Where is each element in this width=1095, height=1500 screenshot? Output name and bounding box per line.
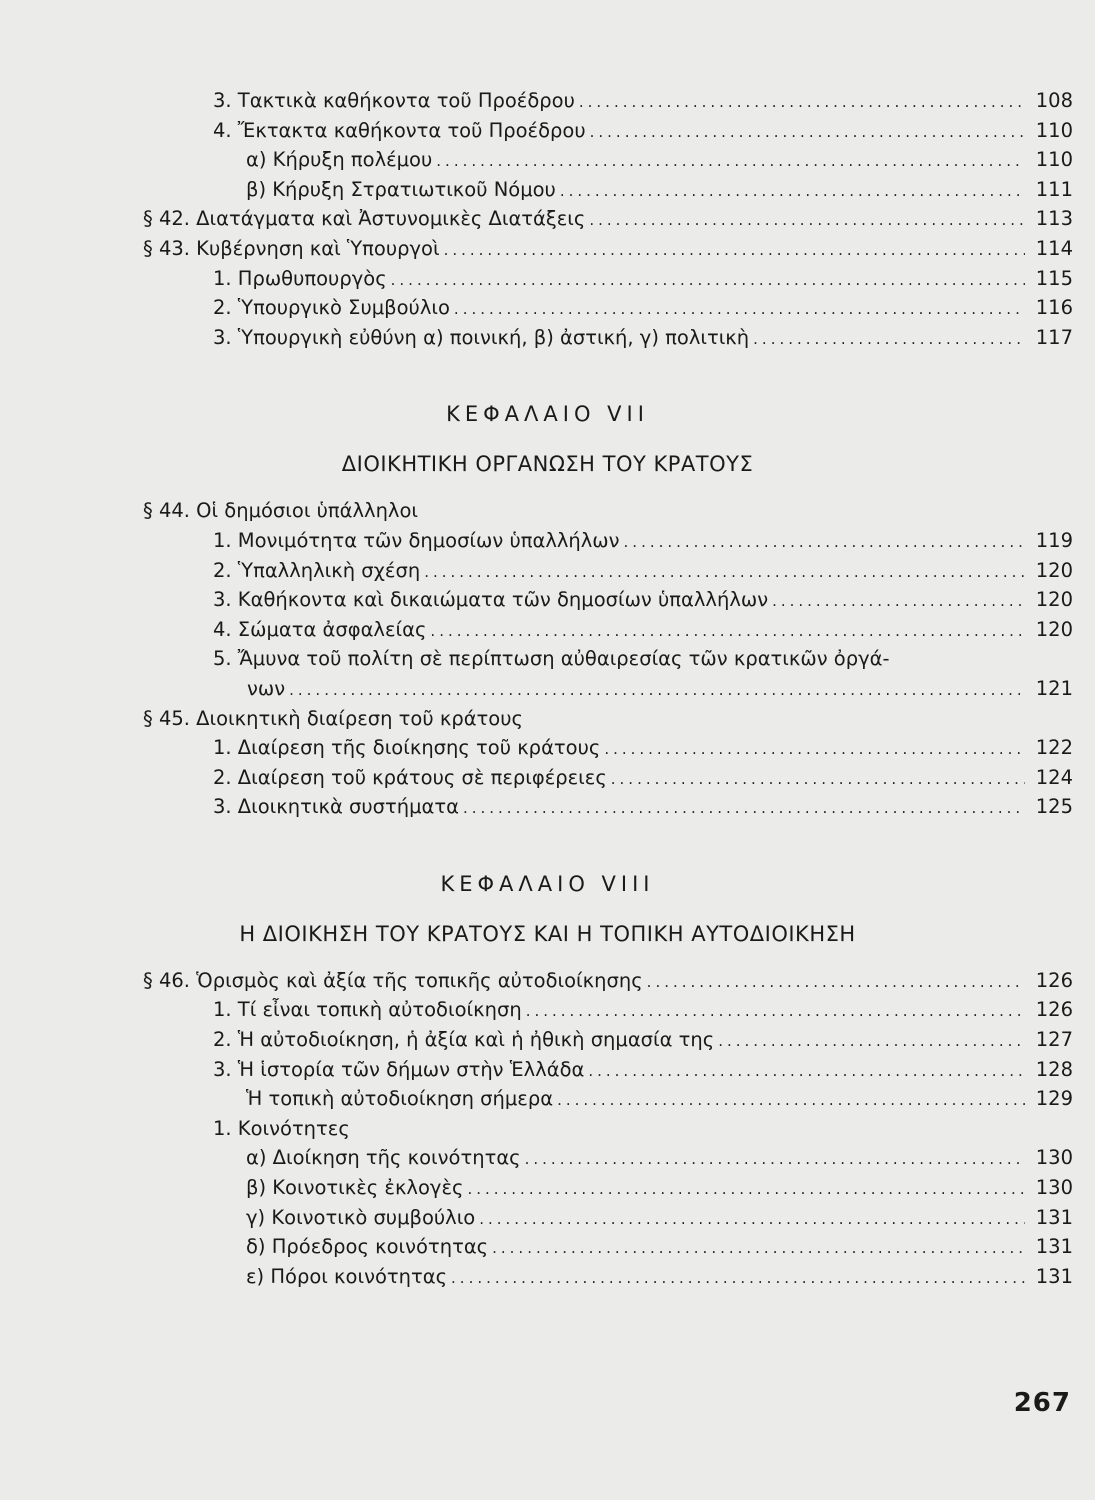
leader-dots	[424, 558, 1025, 588]
toc-page-number: 111	[1035, 177, 1073, 201]
leader-dots	[479, 1205, 1025, 1235]
toc-entry	[213, 323, 1073, 353]
toc-entry-text: § 46. Ὁρισμὸς καὶ ἀξία τῆς τοπικῆς αὐτοδιοίκησης	[143, 968, 643, 992]
chapter-title: Η ΔΙΟΙΚΗΣΗ ΤΟΥ ΚΡΑΤΟΥΣ ΚΑΙ Η ΤΟΠΙΚΗ ΑΥΤΟΔΙΟΙΚΗΣΗ	[239, 921, 856, 946]
leader-dots	[611, 765, 1025, 795]
chapter-label: ΚΕΦΑΛΑΙΟ VIII	[440, 871, 655, 896]
leader-dots	[718, 1027, 1025, 1057]
leader-dots	[525, 1145, 1025, 1175]
toc-entry	[246, 1203, 1073, 1233]
toc-page-number: 116	[1035, 296, 1073, 320]
toc-entry	[246, 175, 1073, 205]
leader-dots	[451, 1264, 1025, 1294]
toc-entry-text: § 43. Κυβέρνηση καὶ Ὑπουργοὶ	[143, 236, 440, 260]
toc-entry	[213, 1055, 1073, 1085]
toc-entry	[143, 966, 1073, 996]
toc-page-number: 122	[1035, 736, 1073, 760]
toc-entry	[213, 792, 1073, 822]
toc-entry	[246, 1262, 1073, 1292]
toc-entry-text: 3. Καθήκοντα καὶ δικαιώματα τῶν δημοσίων ὑπαλλήλων	[213, 588, 769, 612]
toc-entry	[213, 116, 1073, 146]
toc-entry-text: νων	[247, 676, 286, 700]
toc-page-number: 130	[1035, 1176, 1073, 1200]
toc-entry-text: § 44. Οἱ δημόσιοι ὑπάλληλοι	[143, 499, 418, 523]
toc-page-number: 131	[1035, 1205, 1073, 1229]
section-subheading	[213, 1114, 1073, 1144]
toc-entry-text: 2. Ὑπουργικὸ Συμβούλιο	[213, 296, 450, 320]
toc-entry-text: 3. Διοικητικὰ συστήματα	[213, 795, 459, 819]
leader-dots	[624, 528, 1025, 558]
toc-entry-text: 1. Κοινότητες	[213, 1116, 350, 1140]
leader-dots	[560, 177, 1025, 207]
toc-entry-text: § 45. Διοικητικὴ διαίρεση τοῦ κράτους	[143, 706, 523, 730]
toc-entry	[213, 995, 1073, 1025]
toc-entry	[213, 293, 1073, 323]
leader-dots	[557, 1086, 1025, 1116]
leader-dots	[579, 88, 1025, 118]
table-of-contents	[0, 86, 1095, 1291]
toc-entry-text: § 42. Διατάγματα καὶ Ἀστυνομικὲς Διατάξεις	[143, 207, 586, 231]
toc-entry	[143, 234, 1073, 264]
chapter-title: ΔΙΟΙΚΗΤΙΚΗ ΟΡΓΑΝΩΣΗ ΤΟΥ ΚΡΑΤΟΥΣ	[341, 452, 754, 477]
toc-entry-text: γ) Κοινοτικὸ συμβούλιο	[246, 1205, 476, 1229]
toc-entry-text: 3. Ἡ ἱστορία τῶν δήμων στὴν Ἑλλάδα	[213, 1057, 585, 1081]
toc-entry-text: Ἡ τοπικὴ αὐτοδιοίκηση σήμερα	[246, 1087, 554, 1111]
toc-entry-text: 3. Τακτικὰ καθήκοντα τοῦ Προέδρου	[213, 89, 575, 112]
leader-dots	[647, 968, 1025, 998]
leader-dots	[289, 676, 1025, 706]
toc-page-number: 126	[1035, 998, 1073, 1022]
leader-dots	[588, 1057, 1025, 1087]
toc-entry	[213, 763, 1073, 793]
toc-entry	[246, 1173, 1073, 1203]
toc-page-number: 110	[1035, 148, 1073, 172]
toc-page-number: 114	[1035, 236, 1073, 260]
toc-entry	[213, 526, 1073, 556]
toc-page-number: 131	[1035, 1235, 1073, 1259]
toc-entry	[213, 733, 1073, 763]
toc-page-number: 127	[1035, 1028, 1073, 1052]
toc-entry-text: β) Κοινοτικὲς ἐκλογὲς	[246, 1176, 464, 1200]
toc-entry-text: 2. Διαίρεση τοῦ κράτους σὲ περιφέρειες	[213, 765, 607, 789]
toc-entry-text: α) Διοίκηση τῆς κοινότητας	[246, 1146, 521, 1170]
toc-entry	[213, 585, 1073, 615]
toc-entry-text: 3. Ὑπουργικὴ εὐθύνη α) ποινική, β) ἀστική, γ) πολιτικὴ	[213, 325, 750, 349]
toc-page-number: 130	[1035, 1146, 1073, 1170]
toc-entry-text: β) Κήρυξη Στρατιωτικοῦ Νόμου	[246, 177, 556, 201]
toc-entry-text: δ) Πρόεδρος κοινότητας	[246, 1235, 489, 1259]
toc-page-number: 129	[1035, 1087, 1073, 1111]
toc-entry	[213, 615, 1073, 645]
leader-dots	[772, 587, 1025, 617]
section-heading	[143, 496, 1073, 526]
toc-page-number: 120	[1035, 558, 1073, 582]
toc-entry-text: ε) Πόροι κοινότητας	[246, 1264, 448, 1288]
toc-entry	[246, 1143, 1073, 1173]
toc-entry	[213, 1025, 1073, 1055]
leader-dots	[526, 997, 1025, 1027]
toc-entry-continuation	[247, 674, 1073, 704]
toc-entry	[246, 145, 1073, 175]
page-number: 267	[1013, 1388, 1071, 1418]
toc-entry-text: α) Κήρυξη πολέμου	[246, 148, 433, 172]
chapter-label: ΚΕΦΑΛΑΙΟ VII	[446, 402, 649, 427]
toc-page-number: 113	[1035, 207, 1073, 231]
leader-dots	[463, 794, 1025, 824]
toc-entry-text: 1. Διαίρεση τῆς διοίκησης τοῦ κράτους	[213, 736, 601, 760]
toc-page-number: 124	[1035, 765, 1073, 789]
toc-page-number: 121	[1035, 676, 1073, 700]
toc-page-number: 126	[1035, 968, 1073, 992]
toc-entry	[246, 1232, 1073, 1262]
leader-dots	[467, 1175, 1025, 1205]
leader-dots	[454, 295, 1025, 325]
leader-dots	[391, 266, 1025, 296]
toc-page-number: 117	[1035, 325, 1073, 349]
leader-dots	[430, 617, 1025, 647]
toc-page-number: 128	[1035, 1057, 1073, 1081]
toc-entry	[213, 86, 1073, 116]
toc-entry	[143, 204, 1073, 234]
toc-page-number: 120	[1035, 588, 1073, 612]
toc-entry-text: 1. Μονιμότητα τῶν δημοσίων ὑπαλλήλων	[213, 528, 620, 552]
toc-entry-first-line	[213, 644, 1073, 674]
toc-page-number: 108	[1035, 89, 1073, 112]
toc-entry-text: 5. Ἄμυνα τοῦ πολίτη σὲ περίπτωση αὐθαιρεσίας τῶν κρατικῶν ὀργά-	[213, 647, 890, 671]
toc-entry	[213, 556, 1073, 586]
toc-page-number: 110	[1035, 118, 1073, 142]
leader-dots	[444, 236, 1025, 266]
leader-dots	[590, 118, 1025, 148]
toc-entry-text: 4. Ἔκτακτα καθήκοντα τοῦ Προέδρου	[213, 118, 586, 142]
toc-page-number: 119	[1035, 528, 1073, 552]
leader-dots	[492, 1234, 1025, 1264]
toc-entry-text: 1. Πρωθυπουργὸς	[213, 266, 387, 290]
toc-entry	[213, 264, 1073, 294]
toc-page-number: 131	[1035, 1264, 1073, 1288]
toc-entry	[246, 1084, 1073, 1114]
toc-entry-text: 2. Ἡ αὐτοδιοίκηση, ἡ ἀξία καὶ ἡ ἠθικὴ σημασία της	[213, 1028, 715, 1052]
toc-page-number: 120	[1035, 617, 1073, 641]
toc-entry-text: 4. Σώματα ἀσφαλείας	[213, 617, 427, 641]
toc-entry-text: 1. Τί εἶναι τοπικὴ αὐτοδιοίκηση	[213, 998, 522, 1022]
leader-dots	[753, 325, 1025, 355]
section-heading	[143, 704, 1073, 734]
leader-dots	[436, 147, 1025, 177]
leader-dots	[589, 206, 1025, 236]
toc-page-number: 125	[1035, 795, 1073, 819]
leader-dots	[604, 735, 1025, 765]
toc-page-number: 115	[1035, 266, 1073, 290]
toc-entry-text: 2. Ὑπαλληλικὴ σχέση	[213, 558, 421, 582]
